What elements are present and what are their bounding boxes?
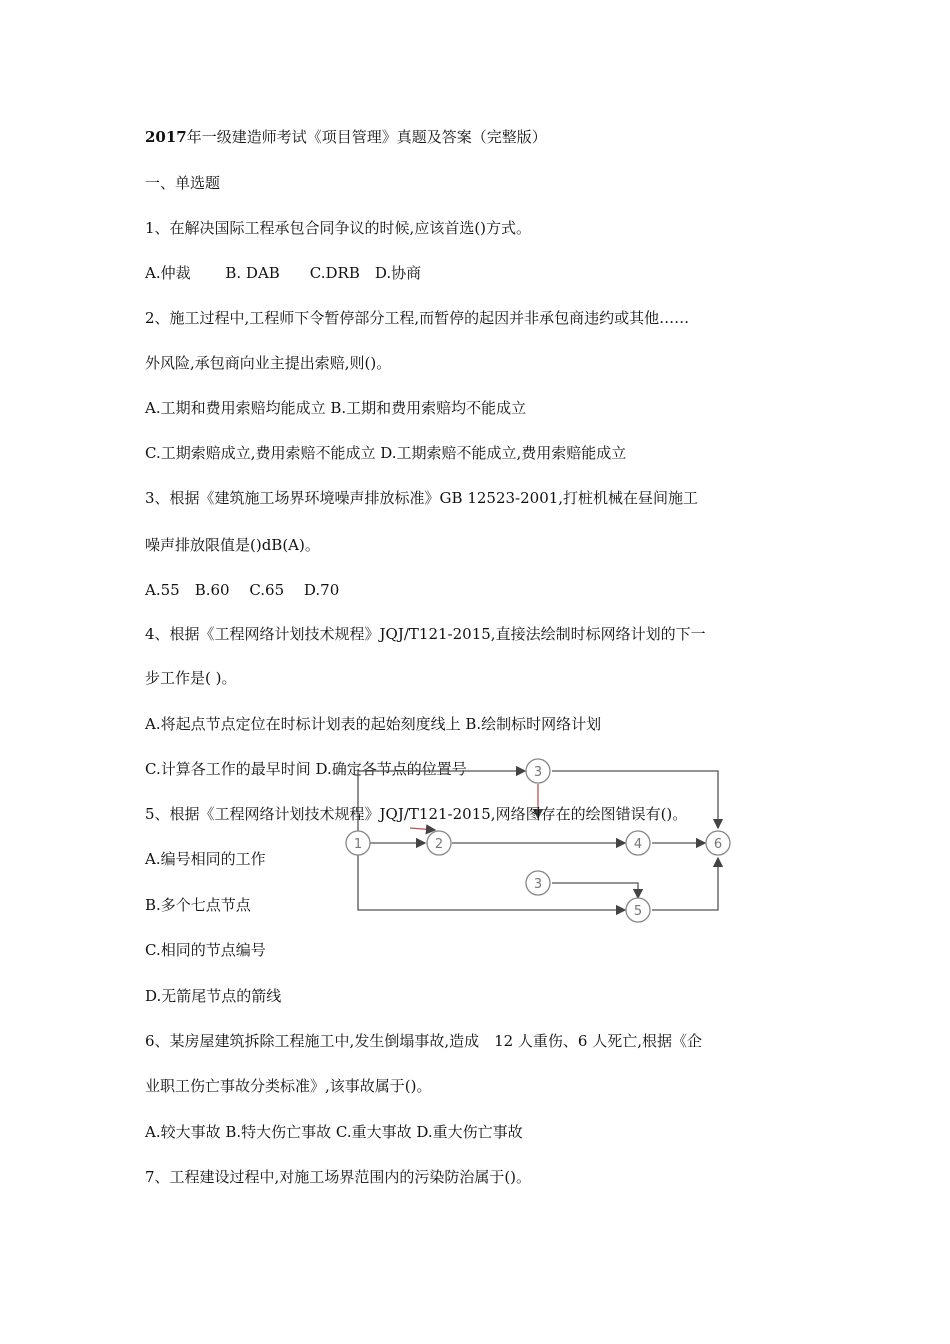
- title-year: 2017: [145, 128, 187, 146]
- question-4: 4、根据《工程网络计划技术规程》JQJ/T121-2015,直接法绘制时标网络计划的下一: [145, 625, 706, 643]
- question-2-options-cd: C.工期索赔成立,费用索赔不能成立 D.工期索赔不能成立,费用索赔能成立: [145, 444, 627, 462]
- node-1-label: 1: [353, 837, 363, 852]
- question-2-options-ab: A.工期和费用索赔均能成立 B.工期和费用索赔均不能成立: [145, 399, 527, 417]
- question-3: 3、根据《建筑施工场界环境噪声排放标准》GB 12523-2001,打桩机械在昼间施工: [145, 489, 699, 507]
- question-2-cont: 外风险,承包商向业主提出索赔,则()。: [145, 354, 392, 372]
- question-5: 5、根据《工程网络计划技术规程》JQJ/T121-2015,网络图存在的绘图错误有()。: [145, 805, 688, 823]
- question-5-option-a: A.编号相同的工作: [145, 850, 266, 868]
- question-6-cont: 业职工伤亡事故分类标准》,该事故属于()。: [145, 1077, 432, 1095]
- document-title: [145, 127, 547, 147]
- question-5-option-c: C.相同的节点编号: [145, 941, 266, 959]
- question-3-options: A.55 B.60 C.65 D.70: [145, 581, 340, 599]
- node-3-top-label: 3: [533, 765, 543, 780]
- node-2-label: 2: [434, 837, 444, 852]
- network-diagram: [340, 758, 750, 928]
- section-heading: 一、单选题: [145, 174, 221, 192]
- question-3-cont: 噪声排放限值是()dB(A)。: [145, 536, 320, 554]
- node-3-bottom-label: 3: [533, 877, 543, 892]
- node-6-label: 6: [713, 837, 723, 852]
- title-text: 年一级建造师考试《项目管理》真题及答案（完整版）: [186, 128, 547, 146]
- node-4-label: 4: [633, 837, 643, 852]
- network-diagram-svg: [340, 758, 750, 928]
- node-5-label: 5: [633, 904, 643, 919]
- question-4-cont: 步工作是( )。: [145, 669, 237, 687]
- question-1-options: A.仲裁 B. DAB C.DRB D.协商: [145, 264, 422, 282]
- question-6: 6、某房屋建筑拆除工程施工中,发生倒塌事故,造成 12 人重伤、6 人死亡,根据《企: [145, 1032, 703, 1050]
- question-5-option-d: D.无箭尾节点的箭线: [145, 987, 282, 1005]
- question-4-options-cd: C.计算各工作的最早时间 D.确定各节点的位置号: [145, 760, 467, 778]
- question-1: 1、在解决国际工程承包合同争议的时候,应该首选()方式。: [145, 219, 532, 237]
- question-5-option-b: B.多个七点节点: [145, 896, 251, 914]
- question-4-options-ab: A.将起点节点定位在时标计划表的起始刻度线上 B.绘制标时网络计划: [145, 715, 602, 733]
- question-7: 7、工程建设过程中,对施工场界范围内的污染防治属于()。: [145, 1168, 532, 1186]
- question-2: 2、施工过程中,工程师下令暂停部分工程,而暂停的起因并非承包商违约或其他……: [145, 309, 690, 327]
- question-6-options: A.较大事故 B.特大伤亡事故 C.重大事故 D.重大伤亡事故: [145, 1123, 523, 1141]
